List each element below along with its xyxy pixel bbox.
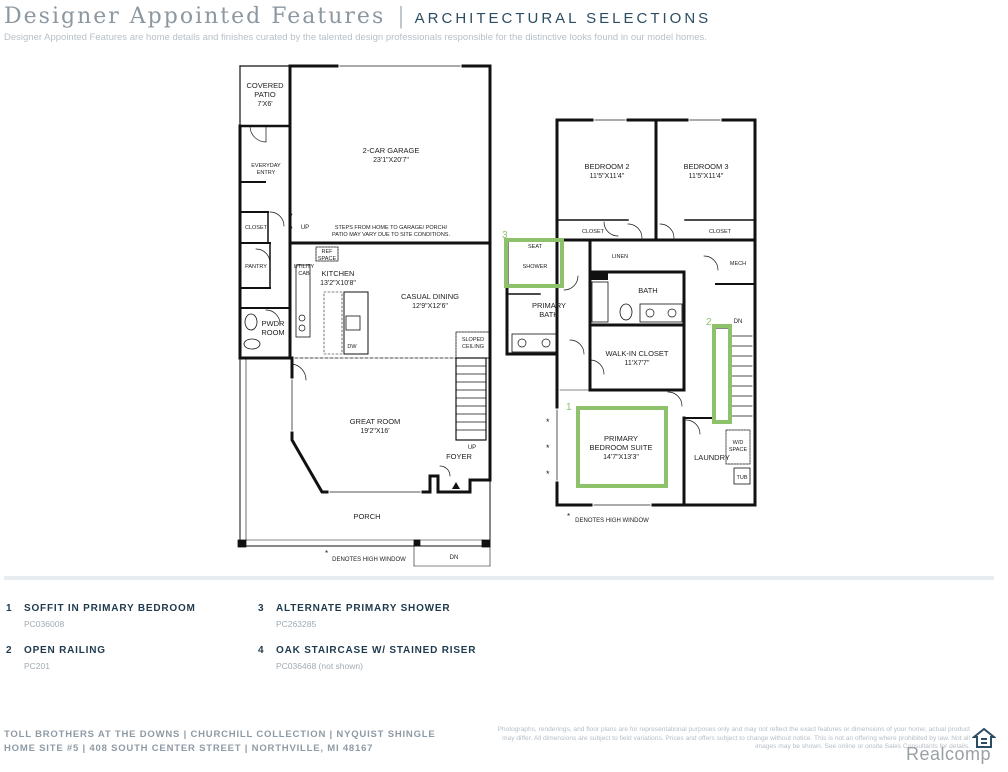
label-dn: DN [449,555,459,561]
feature-code: PC036468 (not shown) [276,661,363,671]
label-utility-cab-2: CAB [298,271,310,277]
feature-name: ALTERNATE PRIMARY SHOWER [276,603,451,614]
feature-name: OAK STAIRCASE W/ STAINED RISER [276,645,477,656]
community-line-1: TOLL BROTHERS AT THE DOWNS | CHURCHILL COLLECTION | NYQUIST SHINGLE [4,729,436,740]
label-ceiling: CEILING [461,344,485,350]
feature-number: 2 [6,645,12,656]
label-primary-suite: PRIMARY [603,434,639,443]
feature-number: 1 [6,603,12,614]
label-wd-2: SPACE [728,447,748,453]
label-ref-space: REF [321,249,333,255]
title-separator: | [397,4,405,29]
label-porch: PORCH [353,512,381,521]
label-everyday-entry: EVERYDAY [251,163,281,169]
feature-number: 3 [258,603,264,614]
feature-name: SOFFIT IN PRIMARY BEDROOM [24,603,196,614]
label-primary-suite-2: BEDROOM SUITE [589,443,653,452]
label-dn-2: DN [733,319,743,325]
linen-block [590,272,608,280]
entry-arrow-icon [452,482,460,489]
watermark: Realcomp [906,744,992,764]
label-pantry: PANTRY [245,264,267,270]
label-pwdr: PWDR [261,319,285,328]
label-shower: SHOWER [522,264,548,270]
label-bedroom2: BEDROOM 2 [584,162,630,171]
asterisk: * [546,417,550,427]
label-tub: TUB [736,475,748,481]
asterisk: * [546,469,550,479]
community-line-2: HOME SITE #5 | 408 SOUTH CENTER STREET | NORTHVILLE, MI 48167 [4,743,374,754]
features-list [6,603,526,673]
label-bedroom3: BEDROOM 3 [683,162,729,171]
label-ref-space-2: SPACE [317,256,337,262]
page-description: Designer Appointed Features are home details and finishes curated by the talented design professionals responsible for the distinctive looks found in our model homes. [4,32,707,43]
label-closet-a: CLOSET [581,229,605,235]
feature-name: OPEN RAILING [24,645,106,656]
label-utility-cab: UTILITY [293,264,315,270]
label-garage: 2-CAR GARAGE [362,146,420,155]
feature-number: 4 [258,645,264,656]
label-bedroom3-dim: 11'5"X11'4" [688,173,724,180]
label-mech: MECH [729,261,747,267]
marker-3: 3 [502,230,508,241]
label-up: UP [300,225,310,231]
asterisk: * [546,443,550,453]
label-covered-patio: COVERED [246,81,284,90]
label-closet-b: CLOSET [708,229,732,235]
label-casual-dining: CASUAL DINING [400,292,460,301]
label-great-room-dim: 19'2"X16' [360,428,390,435]
asterisk: * [567,512,571,521]
label-dw: DW [347,344,357,350]
community-info [4,728,436,756]
label-room: ROOM [261,328,285,337]
label-primary-bath-2: BATH [539,310,559,319]
label-linen: LINEN [611,254,629,260]
label-laundry: LAUNDRY [694,453,730,462]
label-walk-in-dim: 11'X7'7" [624,360,650,367]
label-kitchen-dim: 13'2"X10'8" [320,280,356,287]
label-wd: W/D [732,440,744,446]
label-bedroom2-dim: 11'5"X11'4" [589,173,625,180]
label-casual-dining-dim: 12'9"X12'6" [412,303,448,310]
label-up-stair: UP [467,445,477,451]
label-high-window-2: DENOTES HIGH WINDOW [575,518,649,524]
label-closet: CLOSET [244,225,268,231]
label-foyer: FOYER [446,452,472,461]
disclaimer-text: Photographs, renderings, and floor plans are for representational purposes only and may not reflect the exact features or dimensions of your home; actual product may differ. All dimensions are subject to field variations. Prices and offers subject to change without notice. This is not an offering where prohibited by law. Not all images may be shown. See online or onsite Sales Consultants for details. [497,726,970,751]
label-everyday-entry-2: ENTRY [256,170,276,176]
label-covered-patio-2: PATIO [254,90,276,99]
label-sloped: SLOPED [461,337,485,343]
label-covered-patio-dim: 7'X6' [257,101,273,108]
section-divider [4,576,994,580]
feature-code: PC036008 [24,619,65,629]
page-title: Designer Appointed Features [4,4,386,29]
label-great-room: GREAT ROOM [349,417,401,426]
marker-1: 1 [566,402,572,413]
marker-2: 2 [706,317,712,328]
label-steps-note-1: STEPS FROM HOME TO GARAGE/ PORCH/ [334,225,448,231]
label-bath: BATH [638,286,658,295]
label-primary-suite-dim: 14'7"X13'3" [603,454,639,461]
label-steps-note-2: PATIO MAY VARY DUE TO SITE CONDITIONS. [332,232,450,238]
label-seat: SEAT [528,244,542,250]
asterisk: * [325,549,329,558]
label-high-window: DENOTES HIGH WINDOW [332,557,406,563]
label-walk-in: WALK-IN CLOSET [605,349,669,358]
label-kitchen: KITCHEN [321,269,355,278]
label-primary-bath: PRIMARY [531,301,567,310]
page-subtitle: ARCHITECTURAL SELECTIONS [414,10,712,27]
label-garage-dim: 23'1"X20'7" [373,157,409,164]
feature-code: PC263285 [276,619,317,629]
feature-code: PC201 [24,661,50,671]
